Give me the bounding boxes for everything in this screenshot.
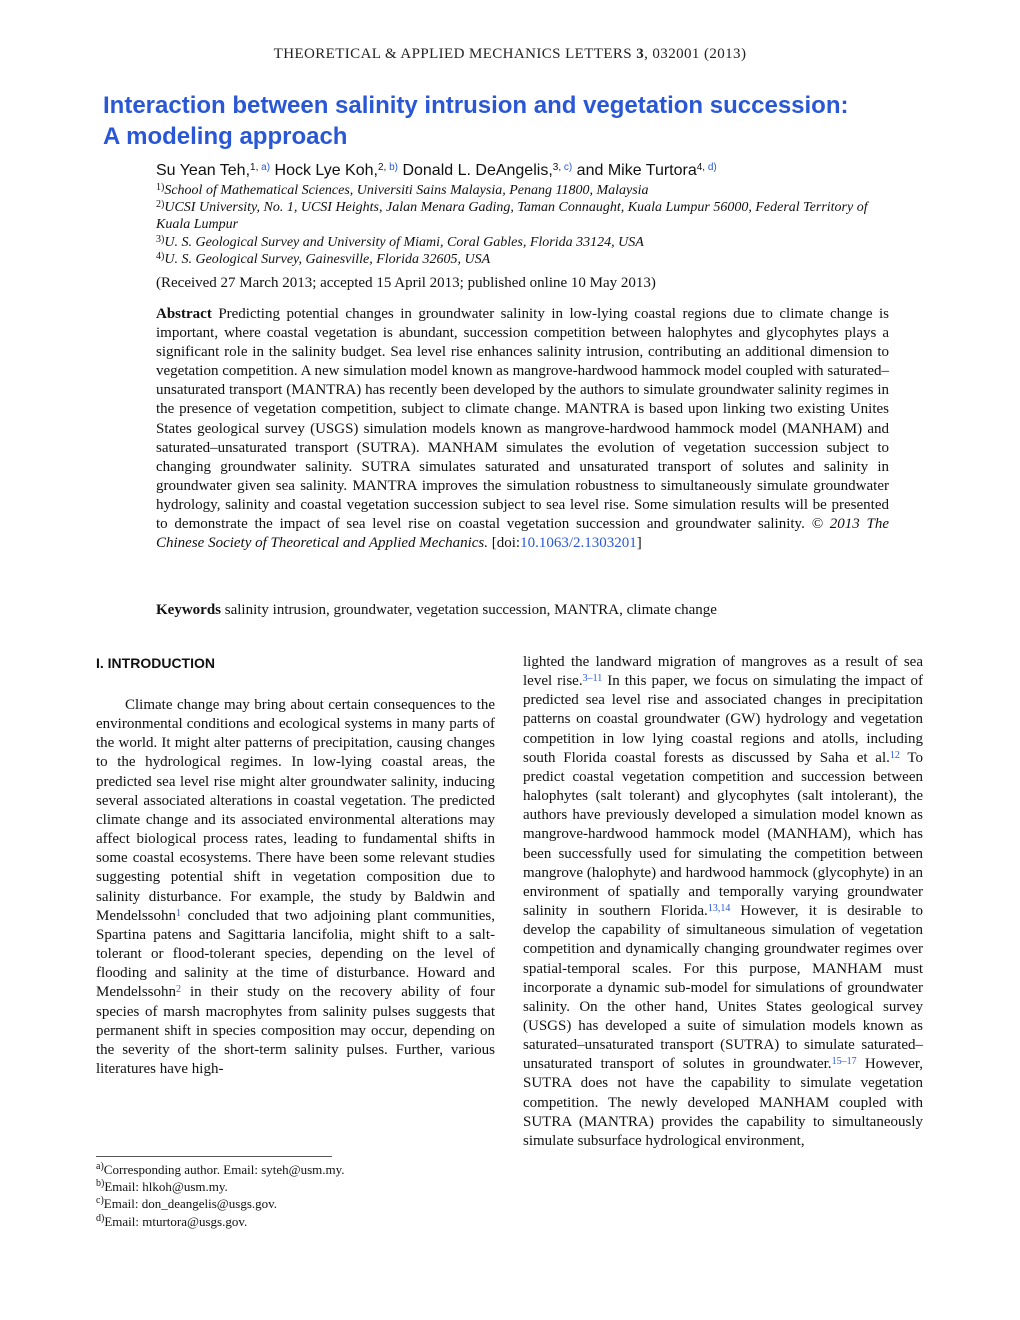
author-list	[156, 160, 936, 182]
doi-suffix: ]	[636, 535, 642, 552]
footnote-mark: a)	[96, 1161, 104, 1172]
doi-link[interactable]: 10.1063/2.1303201	[520, 535, 637, 552]
left-column-text	[96, 696, 495, 1079]
copyright-notice: © 2013 The Chinese Society of Theoretical and Applied Mechanics.	[156, 516, 889, 552]
author-affiliation-number: 3,	[552, 162, 564, 173]
author-name: Hock Lye Koh,	[270, 162, 378, 179]
title-line-2: A modeling approach	[103, 123, 348, 150]
footnote-divider	[96, 1156, 332, 1157]
doi-prefix: [doi:	[488, 535, 521, 552]
citation-link[interactable]: 2	[176, 984, 181, 996]
affiliation-number: 3)	[156, 233, 165, 245]
footnote	[96, 1178, 496, 1195]
paragraph-text: lighted the landward migration of mangroves as a result of sea level rise.	[523, 654, 923, 690]
footnote	[96, 1161, 496, 1178]
affiliation-number: 2)	[156, 199, 165, 211]
paragraph-text: However, it is desirable to develop the capability of simultaneous simulation of vegetation competition and dynamically changing groundwater regimes over spatial-temporal scales. For this purpose, MANHAM must incorporate a dynamic sub-model for simulations of groundwater salinity. On the other hand, Unites States geological survey (USGS) has developed a suite of simulation models known as saturated–unsaturated transport (SUTRA) to simulate saturated–unsaturated transport of solutes in groundwater.	[523, 903, 923, 1073]
citation-link[interactable]: 15–17	[831, 1056, 857, 1068]
citation-link[interactable]: 1	[176, 907, 181, 919]
affiliation-text: U. S. Geological Survey, Gainesville, Florida 32605, USA	[164, 251, 491, 267]
affiliation-text: U. S. Geological Survey and University of Miami, Coral Gables, Florida 33124, USA	[164, 234, 644, 250]
affiliation-number: 1)	[156, 182, 165, 193]
author-name: and Mike Turtora	[572, 162, 697, 179]
footnote-text: Corresponding author. Email: syteh@usm.my.	[103, 1162, 345, 1177]
affiliation	[156, 199, 891, 233]
author-affiliation-number: 2,	[377, 162, 390, 173]
paragraph-text: concluded that two adjoining plant communities, Spartina patens and Sagittaria lancifolia, might shift to a salt-tolerant or flood-tolerant species, depending on the level of flooding and salinity at the time of disturbance. Howard and Mendelssohn	[96, 907, 495, 1001]
citation-link[interactable]: 12	[889, 749, 900, 761]
affiliation-text: School of Mathematical Sciences, Universiti Sains Malaysia, Penang 11800, Malaysia	[164, 183, 649, 198]
author-name: Donald L. DeAngelis,	[398, 162, 553, 179]
author-affiliation-number: 4,	[696, 162, 708, 173]
paragraph-text: However, SUTRA does not have the capability to simulate vegetation competition. The newly developed MANHAM coupled with SUTRA (MANTRA) provides the capability to simultaneously simulate subsurface hydrological environment,	[523, 1056, 923, 1149]
affiliation-list	[156, 182, 891, 268]
abstract-label: Abstract	[156, 306, 212, 322]
footnote-text: Email: don_deangelis@usgs.gov.	[103, 1196, 278, 1212]
author-affiliation-number: 1,	[250, 162, 262, 173]
author-footnote-link[interactable]: b)	[389, 162, 398, 173]
abstract-body: Predicting potential changes in groundwater salinity in low-lying coastal regions due to climate change is important, where coastal vegetation is abundant, succession competition between halophytes and glycophytes plays a significant role in the salinity budget. Sea level rise enhances salinity intrusion, contributing an additional dimension to vegetation competition. A new simulation model known as mangrove-hardwood hammock model coupled with saturated–unsaturated transport (MANTRA) has recently been developed by the authors to simulate groundwater salinity regimes in the presence of vegetation competition, subject to climate change. MANTRA is based upon linking two existing Unites States geological survey (USGS) simulation models known as mangrove-hardwood hammock model (MANHAM) and saturated–unsaturated transport (SUTRA). MANHAM simulates the evolution of vegetation succession subject to changing groundwater salinity. SUTRA simulates saturated and unsaturated transport of solutes and salinity in groundwater given sea salinity. MANTRA improves the simulation robustness to simultaneously simulate groundwater hydrology, salinity and coastal vegetation succession subject to sea level rise. Some simulation results will be presented to demonstrate the impact of sea level rise on coastal vegetation succession and groundwater salinity.	[156, 306, 889, 533]
affiliation-number: 4)	[156, 250, 165, 262]
footnote-mark: b)	[96, 1178, 105, 1190]
title-line-1: Interaction between salinity intrusion and vegetation succession:	[103, 92, 849, 119]
paragraph-text: In this paper, we focus on simulating the impact of predicted sea level rise and associated changes in precipitation patterns on coastal groundwater (GW) hydrology and vegetation competition in low lying coastal regions and atolls, including south Florida coastal forests as discussed by Saha et al.	[523, 673, 923, 766]
citation-link[interactable]: 13,14	[707, 903, 731, 915]
abstract	[156, 305, 889, 553]
footnote-mark: c)	[96, 1195, 104, 1207]
paper-title	[103, 90, 923, 152]
journal-name: THEORETICAL & APPLIED MECHANICS LETTERS	[273, 46, 637, 62]
footnote	[96, 1213, 496, 1230]
paragraph-text: To predict coastal vegetation competition and succession between halophytes (salt tolerant) and glycophytes (salt intolerant), the authors have previously developed a simulation model known as mangrove-hardwood hammock model (MANHAM), which has been successfully used for simulating the competition between mangrove (halophyte) and hardwood hammock (glycophyte) in an environment of spatially and temporally varying groundwater salinity in southern Florida.	[523, 749, 923, 920]
affiliation	[156, 251, 891, 268]
keywords	[156, 602, 889, 619]
publication-history: (Received 27 March 2013; accepted 15 April 2013; published online 10 May 2013)	[156, 275, 656, 291]
footnotes	[96, 1161, 496, 1230]
paragraph-text: Climate change may bring about certain consequences to the environmental conditions and ecological systems in many parts of the world. It might alter patterns of precipitation, causing changes to the hydrological regimes. In low-lying coastal areas, the predicted sea level rise might alter groundwater salinity, inducing several associated alterations in coastal vegetation. The predicted climate change and its associated environmental alterations may affect biological process rates, leading to fundamental shifts in some coastal ecosystems. There have been some relevant studies suggesting potential shift in vegetation composition due to salinity disturbance. For example, the study by Baldwin and Mendelssohn	[96, 697, 495, 924]
affiliation	[156, 182, 891, 199]
citation-link[interactable]: 3–11	[582, 673, 603, 685]
paragraph-text: in their study on the recovery ability of four species of marsh macrophytes from salinity pulses suggests that permanent shift in species composition may occur, depending on the severity of the short-term salinity pulses. Further, various literatures have high-	[96, 984, 495, 1077]
footnote-text: Email: mturtora@usgs.gov.	[104, 1213, 248, 1229]
author-footnote-link[interactable]: d)	[707, 162, 717, 173]
keywords-text: salinity intrusion, groundwater, vegetation succession, MANTRA, climate change	[221, 602, 717, 618]
footnote-text: Email: hlkoh@usm.my.	[104, 1179, 228, 1195]
journal-article-number: , 032001 (2013)	[644, 46, 747, 62]
footnote-mark: d)	[96, 1212, 105, 1224]
running-header	[0, 46, 1020, 63]
keywords-label: Keywords	[156, 602, 221, 618]
journal-volume: 3	[636, 46, 645, 62]
author-footnote-link[interactable]: c)	[563, 162, 573, 173]
affiliation-text: UCSI University, No. 1, UCSI Heights, Jalan Menara Gading, Taman Connaught, Kuala Lumpur 56000, Federal Territory of Kuala Lumpur	[156, 200, 868, 233]
affiliation	[156, 234, 891, 251]
right-column-text	[523, 653, 923, 1151]
section-heading: I. INTRODUCTION	[96, 655, 215, 671]
author-name: Su Yean Teh,	[156, 162, 251, 179]
author-footnote-link[interactable]: a)	[261, 162, 271, 173]
footnote	[96, 1195, 496, 1212]
